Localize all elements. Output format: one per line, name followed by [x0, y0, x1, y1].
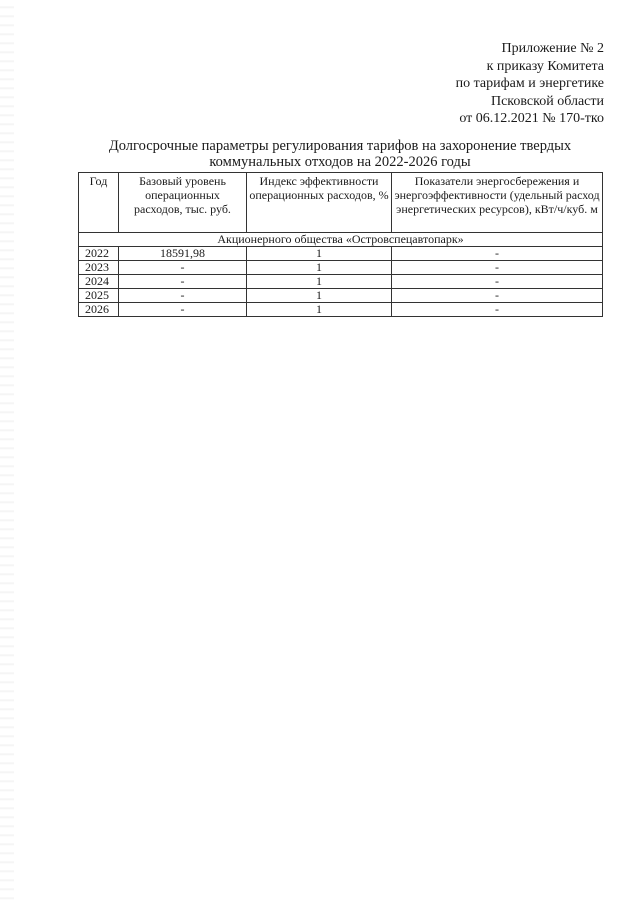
- cell-energy-indicator: -: [392, 275, 603, 289]
- cell-efficiency-index: 1: [247, 275, 392, 289]
- table-header-row: [79, 173, 603, 233]
- cell-efficiency-index: 1: [247, 303, 392, 317]
- cell-year: 2026: [79, 303, 119, 317]
- cell-year: 2023: [79, 261, 119, 275]
- cell-efficiency-index: 1: [247, 289, 392, 303]
- table-row: [79, 247, 603, 261]
- document-title-line-1: Долгосрочные параметры регулирования тарифов на захоронение твердых: [108, 138, 572, 154]
- cell-year: 2025: [79, 289, 119, 303]
- cell-base-expenses: -: [119, 303, 247, 317]
- table-group-row: [79, 233, 603, 247]
- header-line-date-number: от 06.12.2021 № 170-тко: [459, 111, 604, 126]
- cell-energy-indicator: -: [392, 303, 603, 317]
- cell-base-expenses: 18591,98: [119, 247, 247, 261]
- cell-year: 2024: [79, 275, 119, 289]
- table-row: [79, 261, 603, 275]
- document-title-line-2: коммунальных отходов на 2022-2026 годы: [209, 154, 471, 170]
- table-row: [79, 303, 603, 317]
- column-header-efficiency-index: Индекс эффективности операционных расходов, %: [247, 173, 392, 233]
- document-title: [78, 138, 602, 170]
- scan-edge-artifact: [0, 0, 14, 905]
- header-line-region: Псковской области: [490, 93, 604, 109]
- cell-base-expenses: -: [119, 289, 247, 303]
- parameters-table: [78, 172, 603, 317]
- table-row: [79, 275, 603, 289]
- cell-base-expenses: -: [119, 275, 247, 289]
- column-header-energy-indicators: Показатели энергосбережения и энергоэффективности (удельный расход энергетических ресурсов), кВт/ч/куб. м: [392, 173, 603, 233]
- cell-efficiency-index: 1: [247, 247, 392, 261]
- table-row: [79, 289, 603, 303]
- cell-energy-indicator: -: [392, 289, 603, 303]
- cell-base-expenses: -: [119, 261, 247, 275]
- header-line-committee: по тарифам и энергетике: [455, 76, 604, 91]
- header-line-appendix: Приложение № 2: [501, 41, 604, 56]
- organization-name: Акционерного общества «Островспецавтопарк»: [79, 233, 603, 247]
- approval-header: [456, 40, 604, 128]
- header-line-order: к приказу Комитета: [486, 58, 604, 74]
- cell-year: 2022: [79, 247, 119, 261]
- cell-energy-indicator: -: [392, 247, 603, 261]
- cell-energy-indicator: -: [392, 261, 603, 275]
- column-header-year: Год: [79, 173, 119, 233]
- cell-efficiency-index: 1: [247, 261, 392, 275]
- column-header-base-expenses: Базовый уровень операционных расходов, тыс. руб.: [119, 173, 247, 233]
